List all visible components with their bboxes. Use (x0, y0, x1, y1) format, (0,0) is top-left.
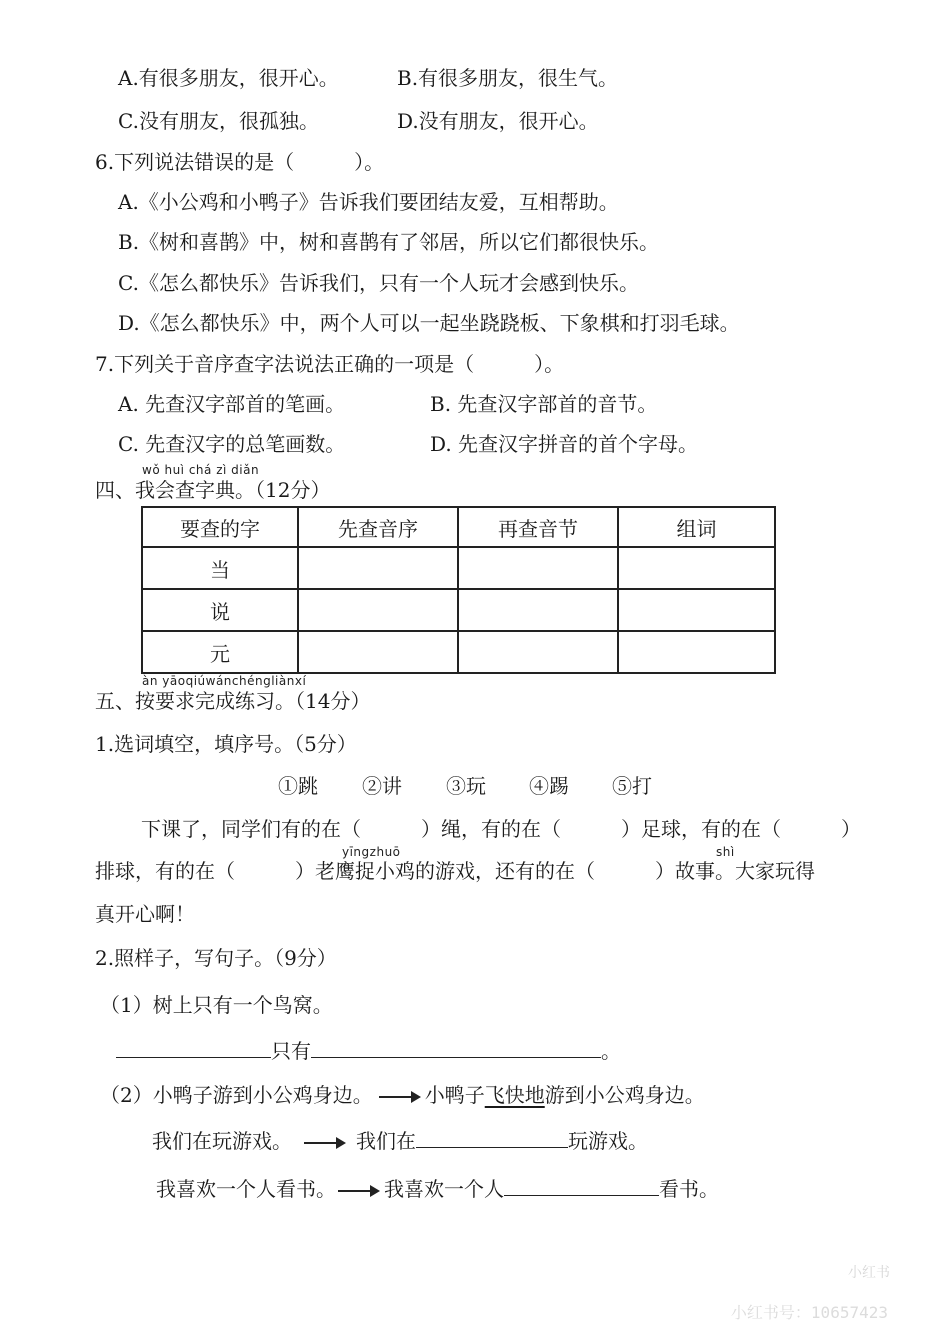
shi-pinyin: shì (716, 845, 735, 859)
fill-line-3: 真开心啊！ (95, 902, 195, 926)
q5-option-c: C.没有朋友，很孤独。 (118, 109, 319, 133)
answer-cell[interactable] (618, 631, 775, 673)
q5-option-b: B.有很多朋友，很生气。 (397, 66, 619, 90)
table-row (142, 547, 775, 589)
table-row (142, 631, 775, 673)
fill-line-1: 下课了，同学们有的在（ ）绳，有的在（ ）足球，有的在（ ） (141, 817, 861, 841)
sentence-1-end: 。 (601, 1039, 621, 1063)
sentence-4-target-b: 看书。 (659, 1177, 719, 1201)
q6-option-d: D.《怎么都快乐》中，两个人可以一起坐跷跷板、下象棋和打羽毛球。 (118, 311, 740, 335)
part2-title: 2.照样子，写句子。（9分） (95, 946, 337, 970)
section5-title: 五、按要求完成练习。（14分） (95, 689, 371, 713)
answer-blank[interactable] (311, 1035, 601, 1058)
q6-option-a: A.《小公鸡和小鸭子》告诉我们要团结友爱，互相帮助。 (118, 190, 619, 214)
table-header-row (142, 507, 775, 547)
table-row (142, 589, 775, 631)
sentence-1-mid: 只有 (271, 1039, 311, 1063)
table-header: 先查音序 (298, 507, 458, 547)
q6-option-b: B.《树和喜鹊》中，树和喜鹊有了邻居，所以它们都很快乐。 (118, 230, 660, 254)
part1-title: 1.选词填空，填序号。（5分） (95, 732, 357, 756)
section5-pinyin: àn yāoqiúwánchéngliànxí (142, 674, 307, 688)
q5-option-a: A.有很多朋友，很开心。 (118, 66, 339, 90)
word-choice-5: ⑤打 (612, 774, 652, 798)
watermark-brand: 小红书 (848, 1265, 890, 1281)
sentence-4 (156, 1173, 719, 1203)
answer-cell[interactable] (298, 631, 458, 673)
answer-cell[interactable] (618, 547, 775, 589)
sentence-2 (100, 1081, 705, 1109)
q7-option-d: D. 先查汉字拼音的首个字母。 (430, 432, 699, 456)
answer-cell[interactable] (458, 631, 618, 673)
answer-blank[interactable] (504, 1173, 659, 1196)
word-choice-1: ①跳 (278, 774, 318, 798)
word-choice-3: ③玩 (446, 774, 486, 798)
sentence-3 (152, 1125, 648, 1155)
sentence-4-target-a: 我喜欢一个人 (384, 1177, 504, 1201)
fill-line-2a: 排球，有的在（ ）老 (95, 859, 335, 883)
fill-line-2 (95, 857, 815, 885)
watermark-code: 小红书号：10657423 (730, 1303, 888, 1322)
answer-cell[interactable] (618, 589, 775, 631)
word-choice-2: ②讲 (362, 774, 402, 798)
lookup-char: 元 (142, 631, 298, 673)
yingzhuo-chars: 鹰捉 (335, 859, 375, 883)
sentence-1-source: （1）树上只有一个鸟窝。 (100, 993, 333, 1017)
fill-line-2b: 小鸡的游戏，还有的在（ ）故 (375, 859, 695, 883)
table-header: 要查的字 (142, 507, 298, 547)
lookup-char: 当 (142, 547, 298, 589)
section4-title: 四、我会查字典。（12分） (95, 478, 331, 502)
yingzhuo-pinyin: yīngzhuō (342, 845, 401, 859)
q7-option-a: A. 先查汉字部首的笔画。 (118, 392, 346, 416)
q7-stem: 7.下列关于音序查字法说法正确的一项是（ ）。 (95, 352, 565, 376)
sentence-2-source: （2）小鸭子游到小公鸡身边。 (100, 1083, 373, 1107)
shi-char: 事 (695, 859, 715, 883)
table-header: 再查音节 (458, 507, 618, 547)
answer-cell[interactable] (458, 547, 618, 589)
word-choice-4: ④踢 (529, 774, 569, 798)
section4-pinyin: wǒ huì chá zì diǎn (142, 463, 260, 477)
dictionary-table (141, 506, 776, 674)
answer-blank[interactable] (116, 1035, 271, 1058)
answer-cell[interactable] (458, 589, 618, 631)
q7-option-c: C. 先查汉字的总笔画数。 (118, 432, 346, 456)
sentence-2-target-a: 小鸭子 (424, 1083, 485, 1107)
answer-blank[interactable] (416, 1125, 568, 1148)
answer-cell[interactable] (298, 589, 458, 631)
sentence-3-target-b: 玩游戏。 (568, 1129, 648, 1153)
sentence-3-target-a: 我们在 (356, 1129, 416, 1153)
q6-stem: 6.下列说法错误的是（ ）。 (95, 150, 385, 174)
arrow-icon (379, 1096, 419, 1098)
fill-line-2c: 。大家玩得 (715, 859, 815, 883)
sentence-3-source: 我们在玩游戏。 (152, 1129, 292, 1153)
sentence-1-answer (116, 1035, 621, 1065)
table-header: 组词 (618, 507, 775, 547)
lookup-char: 说 (142, 589, 298, 631)
sentence-2-target-b: 游到小公鸡身边。 (544, 1083, 705, 1107)
arrow-icon (338, 1190, 378, 1192)
q5-option-d: D.没有朋友，很开心。 (397, 109, 599, 133)
sentence-4-source: 我喜欢一个人看书。 (156, 1177, 336, 1201)
q7-option-b: B. 先查汉字部首的音节。 (430, 392, 658, 416)
q6-option-c: C.《怎么都快乐》告诉我们，只有一个人玩才会感到快乐。 (118, 271, 639, 295)
arrow-icon (304, 1142, 344, 1144)
sentence-2-underlined: 飞快地 (484, 1083, 545, 1107)
answer-cell[interactable] (298, 547, 458, 589)
